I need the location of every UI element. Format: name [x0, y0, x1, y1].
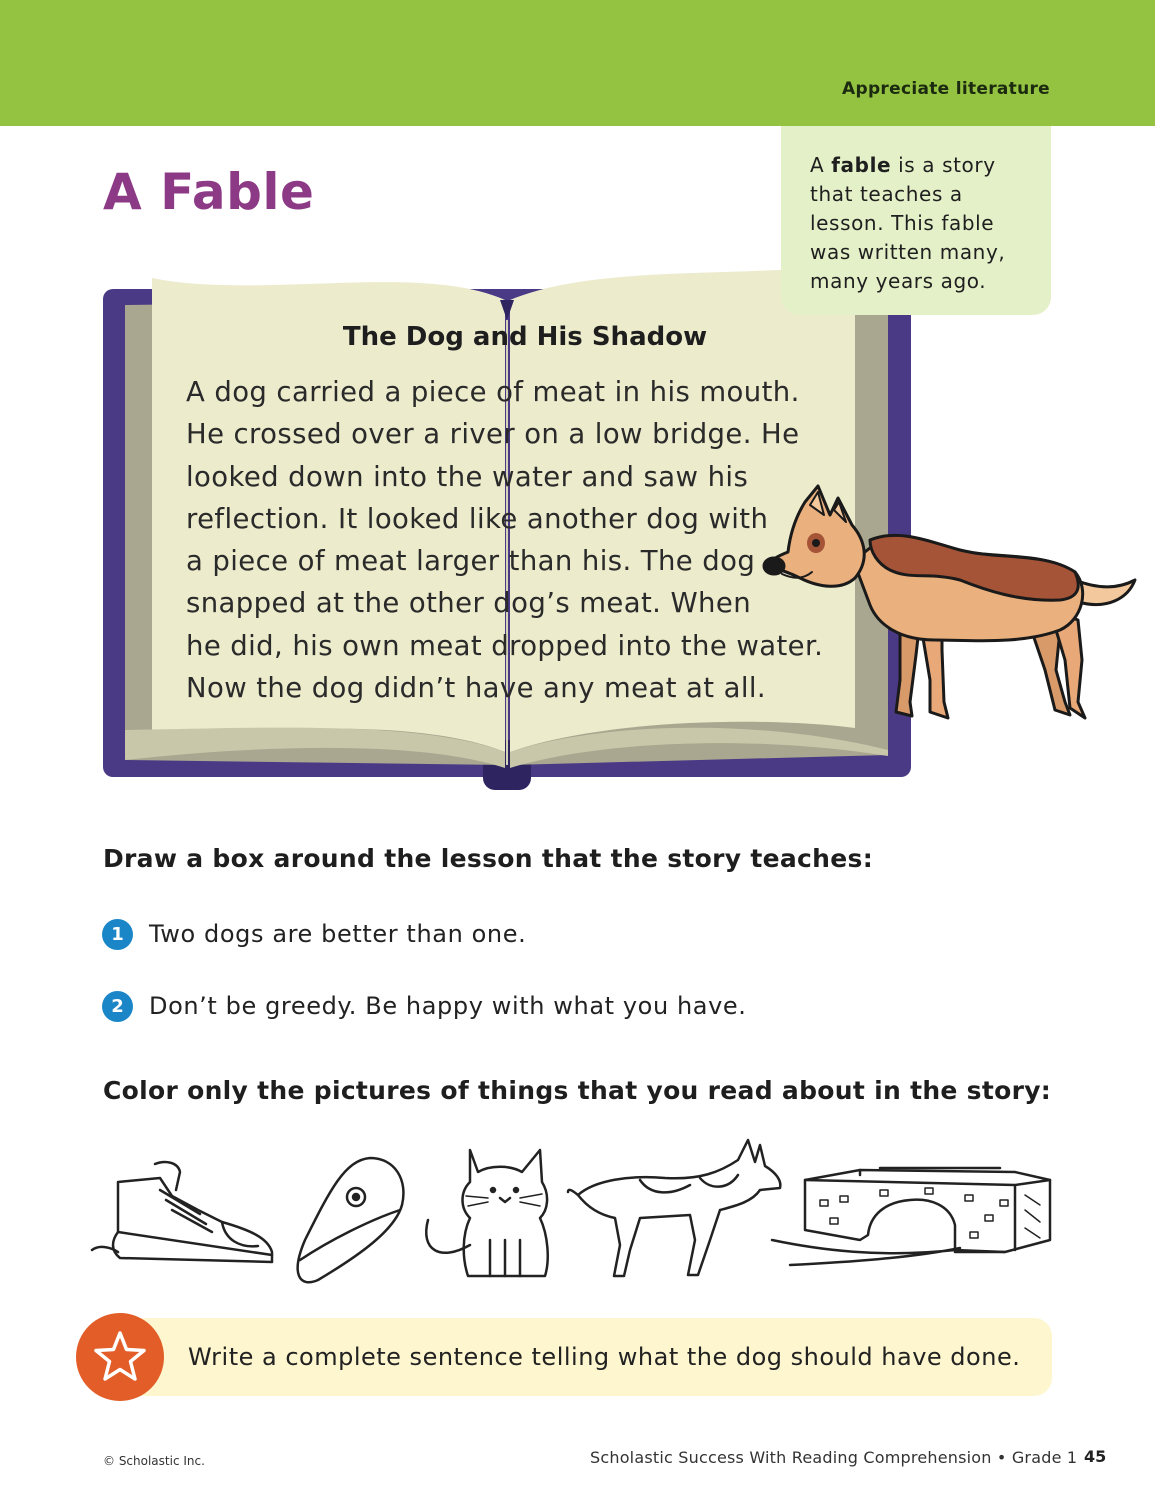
cat-picture[interactable] [426, 1150, 547, 1276]
story-title: The Dog and His Shadow [342, 322, 708, 352]
definition-text: is a story that teaches a lesson. This fable was written many, many years ago. [810, 153, 1006, 293]
story-line: looked down into the water and saw his [186, 460, 749, 493]
bridge-picture[interactable] [772, 1168, 1050, 1265]
question-2-prompt: Color only the pictures of things that you read about in the story: [103, 1076, 1052, 1105]
book-title-footer: Scholastic Success With Reading Comprehension • Grade 1 [590, 1448, 1078, 1467]
option-text: Two dogs are better than one. [149, 920, 527, 948]
sneaker-picture[interactable] [92, 1162, 272, 1262]
story-line: He crossed over a river on a low bridge. He [186, 418, 800, 451]
story-line: Now the dog didn’t have any meat at all. [186, 672, 767, 705]
story-line: a piece of meat larger than his. The dog [186, 545, 756, 578]
meat-picture[interactable] [298, 1158, 404, 1282]
definition-term: fable [831, 153, 892, 177]
dog-picture[interactable] [568, 1140, 780, 1276]
page-number: 45 [1084, 1447, 1107, 1466]
story-line: reflection. It looked like another dog with [186, 502, 769, 535]
story-line: A dog carried a piece of meat in his mouth. [186, 376, 800, 408]
option-text: Don’t be greedy. Be happy with what you have. [149, 992, 747, 1020]
option-number-badge: 1 [102, 919, 133, 950]
skill-label: Appreciate literature [842, 79, 1050, 99]
writing-prompt: Write a complete sentence telling what the dog should have done. [188, 1343, 1021, 1371]
story-line: he did, his own meat dropped into the water. [186, 629, 824, 662]
question-1-prompt: Draw a box around the lesson that the story teaches: [103, 844, 874, 873]
story-line: snapped at the other dog’s meat. When [186, 587, 752, 620]
copyright: © Scholastic Inc. [103, 1454, 205, 1468]
star-icon [91, 1328, 149, 1386]
page-title: A Fable [103, 163, 315, 221]
star-badge [76, 1313, 164, 1401]
definition-pre: A [810, 153, 832, 177]
option-number-badge: 2 [102, 991, 133, 1022]
